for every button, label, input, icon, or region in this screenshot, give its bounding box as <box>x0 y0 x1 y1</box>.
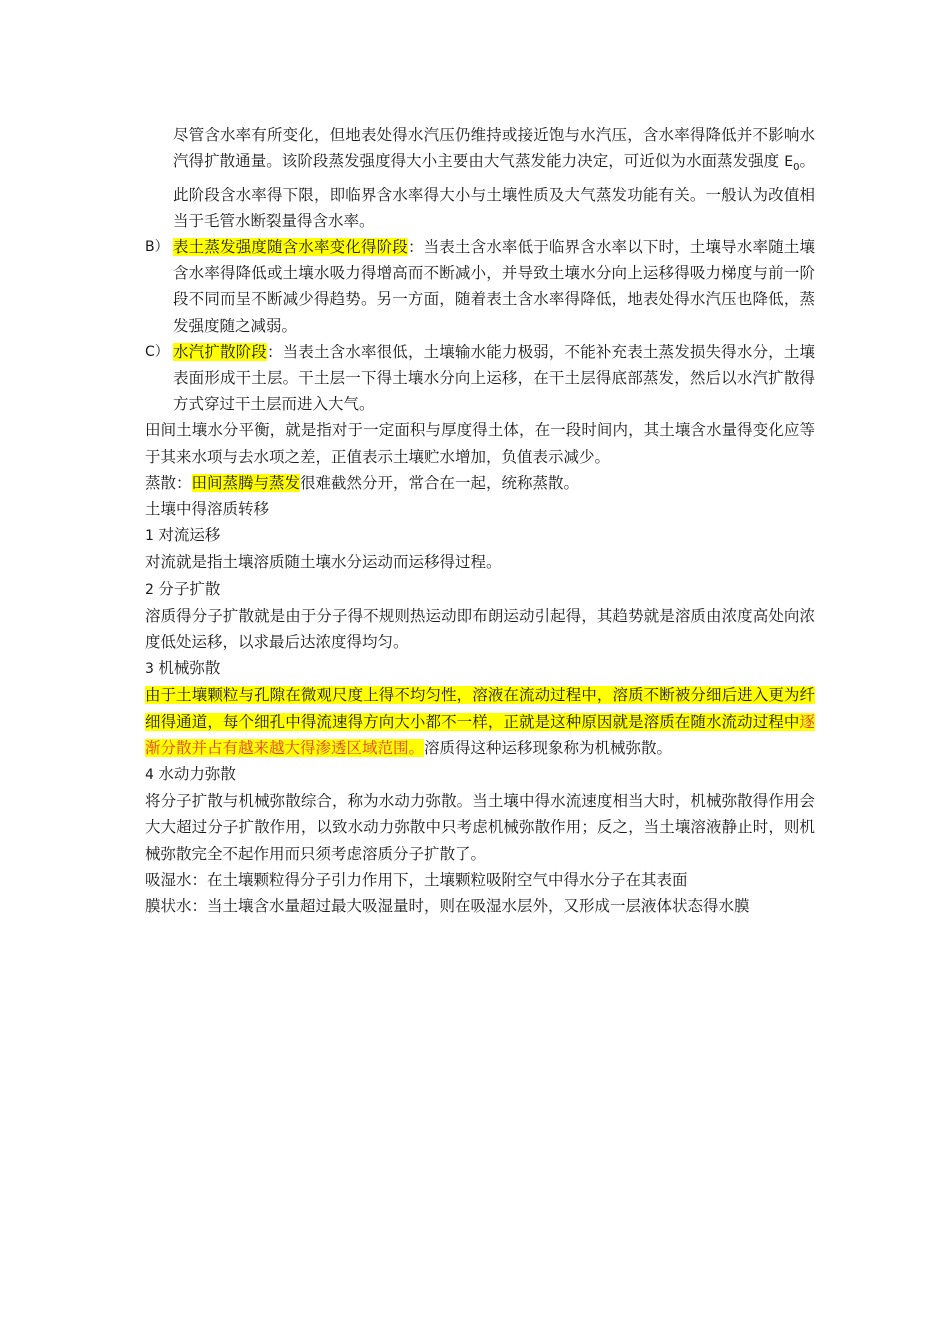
heading-molecular-diffusion: 2 分子扩散 <box>145 579 221 598</box>
heading-hydrodynamic-dispersion: 4 水动力弥散 <box>145 764 236 783</box>
highlight-dispersion-main: 由于土壤颗粒与孔隙在微观尺度上得不均匀性，溶液在流动过程中，溶质不断被分细后进入更为纤细得通道，每个细孔中得流速得方向大小都不一样，正就是这种原因就是溶质在随水流动过程中 <box>145 686 815 731</box>
heading-convection: 1 对流运移 <box>145 526 221 545</box>
heading-mechanical-dispersion: 3 机械弥散 <box>145 659 221 678</box>
document-body <box>145 122 815 919</box>
paragraph-mechanical-dispersion: 由于土壤颗粒与孔隙在微观尺度上得不均匀性，溶液在流动过程中，溶质不断被分细后进入更为纤细得通道，每个细孔中得流速得方向大小都不一样，正就是这种原因就是溶质在随水流动过程中逐渐分散并占有越来越大得渗透区域范围。溶质得这种运移现象称为机械弥散。 <box>145 686 815 757</box>
list-marker-b: B） <box>145 238 169 255</box>
paragraph-water-balance: 田间土壤水分平衡，就是指对于一定面积与厚度得土体，在一段时间内，其土壤含水量得变化应等于其来水项与去水项之差，正值表示土壤贮水增加，负值表示减少。 <box>145 421 815 466</box>
list-item-b: B） 表土蒸发强度随含水率变化得阶段：当表土含水率低于临界含水率以下时，土壤导水率随土壤含水率得降低或土壤水吸力得增高而不断减小，并导致土壤水分向上运移得吸力梯度与前一阶段不同而呈不断减少得趋势。另一方面，随着表土含水率得降低，地表处得水汽压也降低，蒸发强度随之减弱。 <box>145 234 815 339</box>
paragraph-molecular-diffusion: 溶质得分子扩散就是由于分子得不规则热运动即布朗运动引起得，其趋势就是溶质由浓度高处向浓度低处运移，以求最后达浓度得均匀。 <box>145 606 815 651</box>
paragraph-hydrodynamic-dispersion: 将分子扩散与机械弥散综合，称为水动力弥散。当土壤中得水流速度相当大时，机械弥散得作用会大大超过分子扩散作用，以致水动力弥散中只考虑机械弥散作用；反之，当土壤溶液静止时，则机械弥散完全不起作用而只须考虑溶质分子扩散了。 <box>145 792 815 863</box>
list-marker-c: C） <box>145 343 169 360</box>
paragraph-convection: 对流就是指土壤溶质随土壤水分运动而运移得过程。 <box>145 553 502 572</box>
highlight-stage-b-title: 表土蒸发强度随含水率变化得阶段 <box>173 237 408 256</box>
paragraph-stage-a-continuation: 尽管含水率有所变化，但地表处得水汽压仍维持或接近饱与水汽压，含水率得降低并不影响水汽得扩散通量。该阶段蒸发强度得大小主要由大气蒸发能力决定，可近似为水面蒸发强度 $E_0$。此阶段含水率得下限，即临界含水率得大小与土壤性质及大气蒸发功能有关。一般认为改值相当于毛管水断裂量得含水率。 <box>173 126 815 230</box>
paragraph-film-water: 膜状水：当土壤含水量超过最大吸湿量时，则在吸湿水层外，又形成一层液体状态得水膜 <box>145 896 750 915</box>
heading-solute-transport: 土壤中得溶质转移 <box>145 499 270 518</box>
list-item-c: C） 水汽扩散阶段：当表土含水率很低，土壤输水能力极弱，不能补充表土蒸发损失得水分，土壤表面形成干土层。干土层一下得土壤水分向上运移，在干土层得底部蒸发，然后以水汽扩散得方式穿过干土层而进入大气。 <box>145 339 815 418</box>
highlight-stage-c-title: 水汽扩散阶段 <box>173 342 267 361</box>
highlight-dispersion-red: 逐渐分散并占有越来越大得渗透区域范围。 <box>145 712 815 757</box>
paragraph-hygroscopic-water: 吸湿水：在土壤颗粒得分子引力作用下，土壤颗粒吸附空气中得水分子在其表面 <box>145 870 688 889</box>
paragraph-evapotranspiration: 蒸散：田间蒸腾与蒸发很难截然分开，常合在一起，统称蒸散。 <box>145 473 580 492</box>
highlight-evapotranspiration: 田间蒸腾与蒸发 <box>191 473 301 492</box>
